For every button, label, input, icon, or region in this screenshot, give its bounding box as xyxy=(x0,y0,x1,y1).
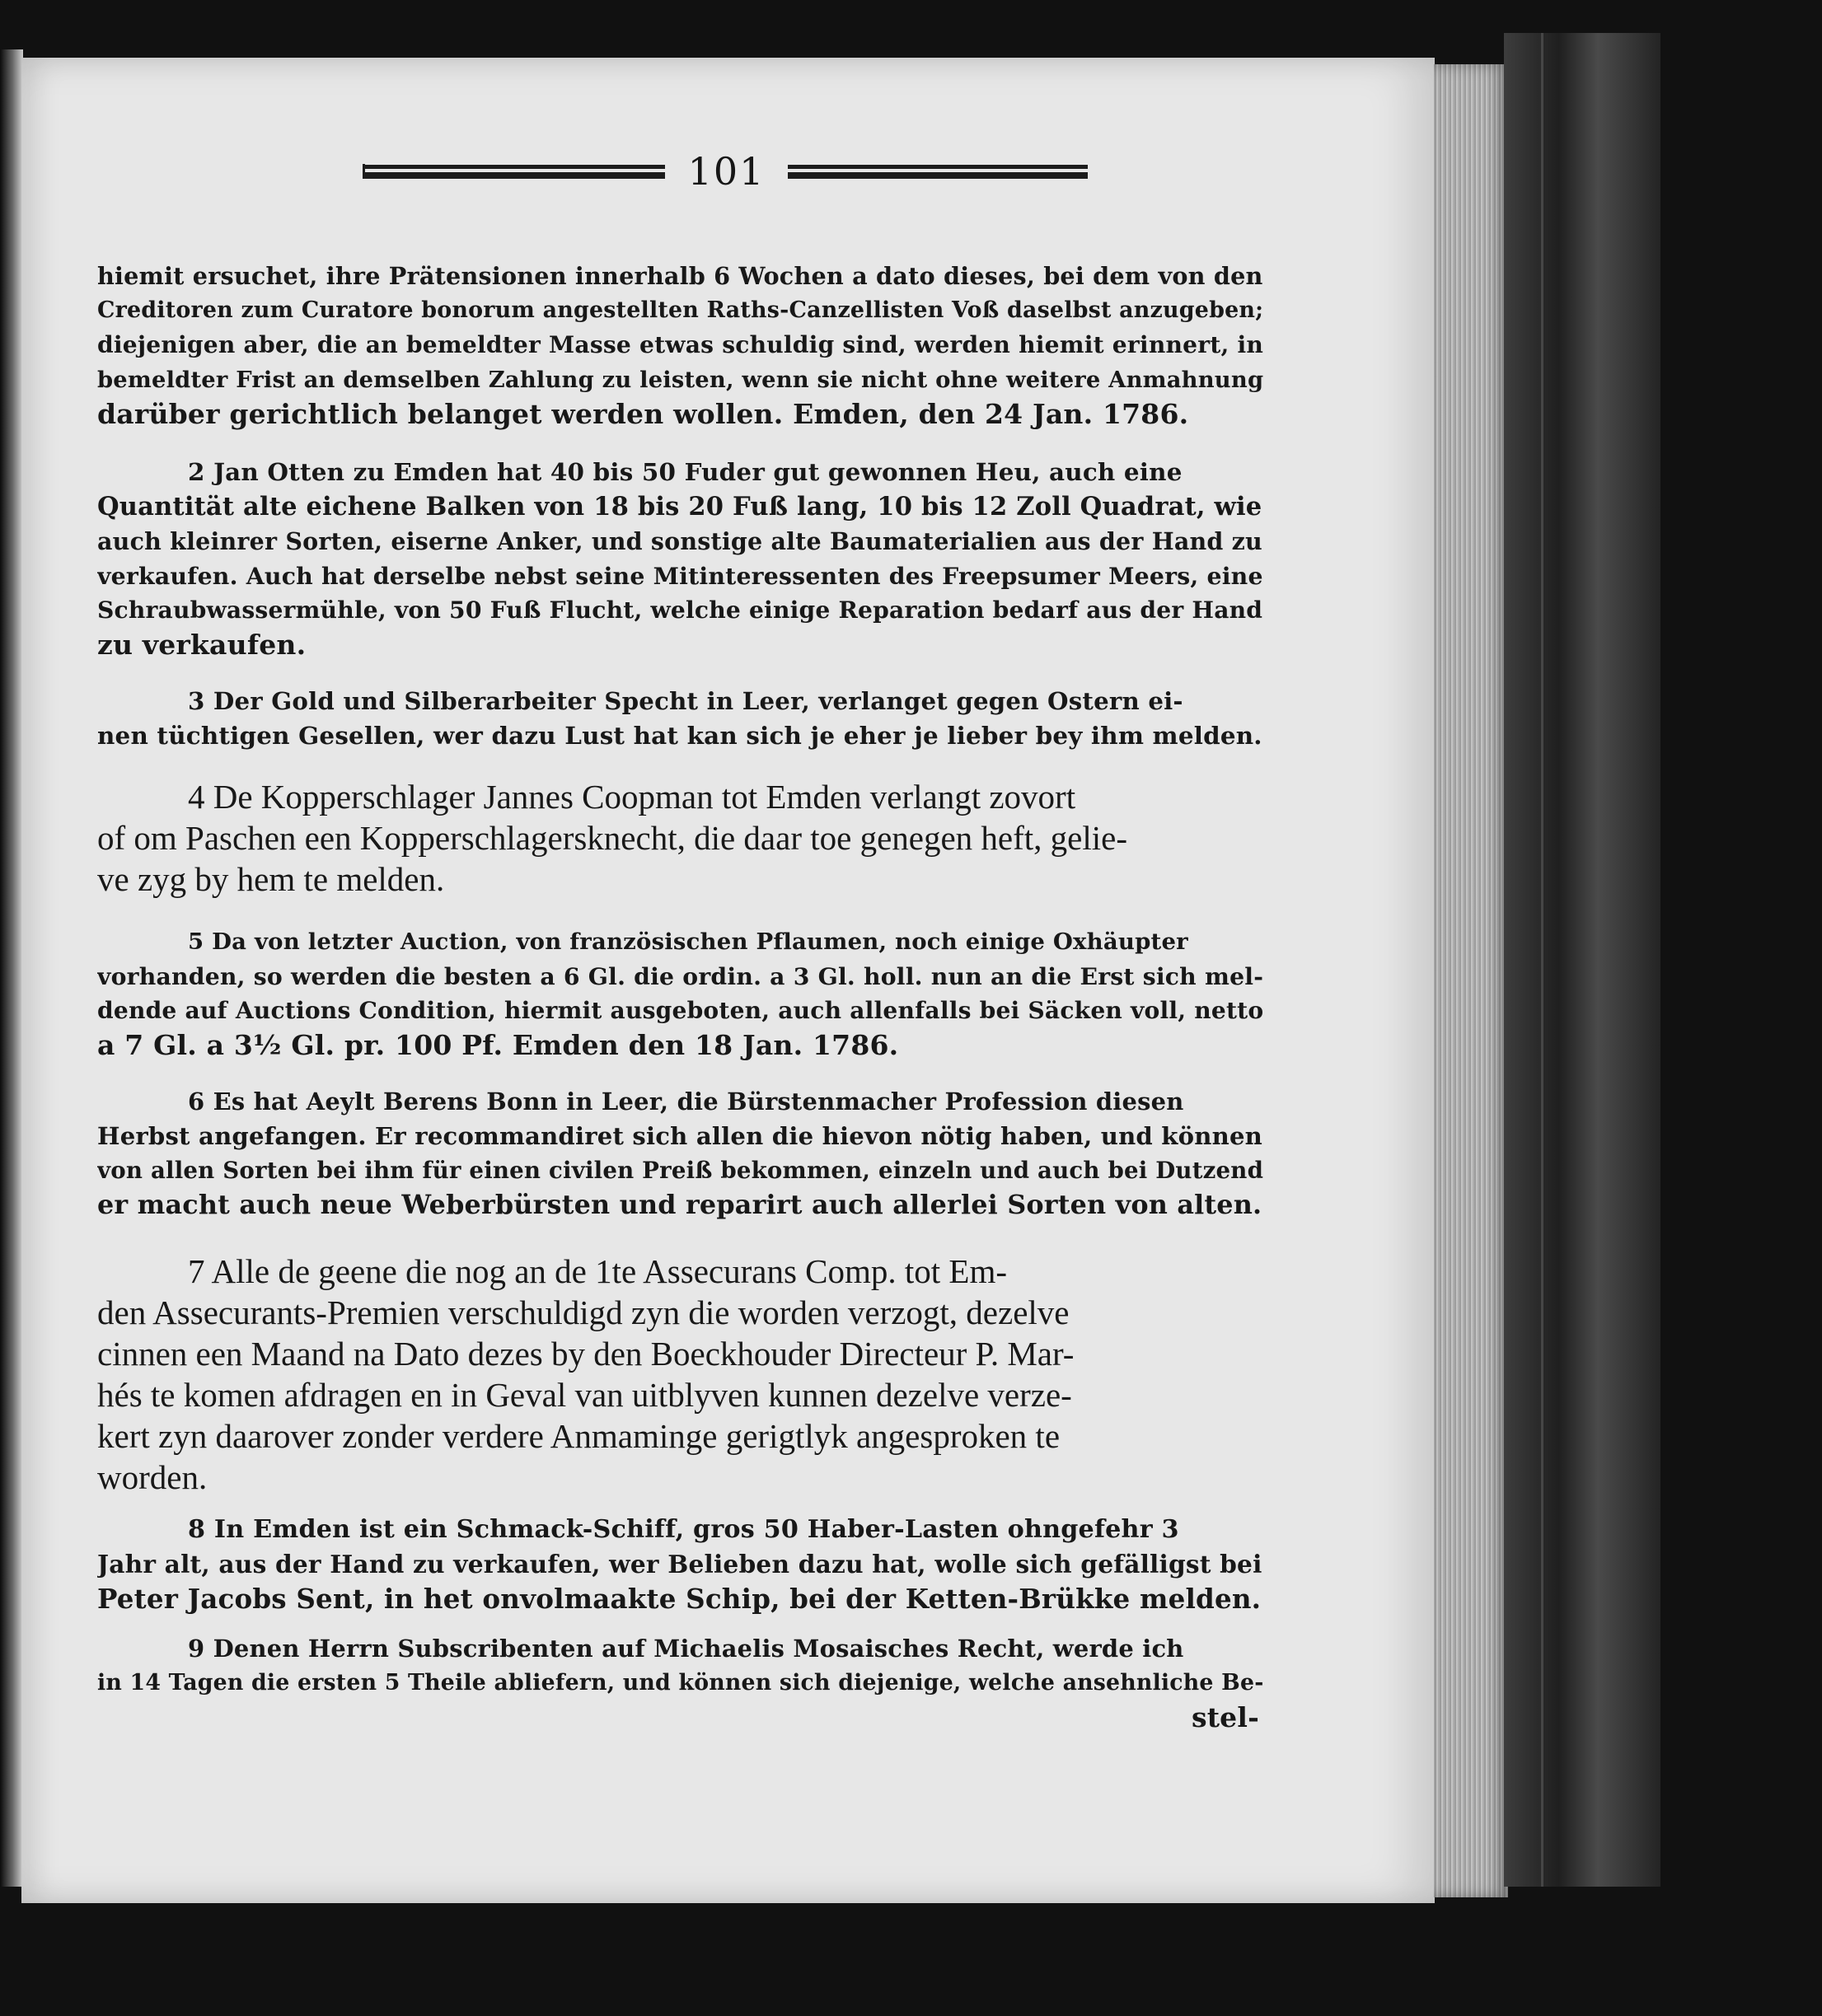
paragraph-2 xyxy=(97,455,1267,662)
text-line: Creditoren zum Curatore bonorum angestellten Raths-Canzellisten Voß daselbst anzugeben; xyxy=(97,297,1264,323)
text-line: 8 In Emden ist ein Schmack-Schiff, gros 50 Haber-Lasten ohngefehr 3 xyxy=(188,1515,1179,1544)
text-line: 4 De Kopperschlager Jannes Coopman tot Emden verlangt zovort xyxy=(188,778,1076,816)
paragraph-3 xyxy=(97,684,1267,753)
text-line: darüber gerichtlich belanget werden wollen. Emden, den 24 Jan. 1786. xyxy=(97,398,1189,430)
paragraph-7 xyxy=(97,1251,1267,1498)
text-line: diejenigen aber, die an bemeldter Masse etwas schuldig sind, werden hiemit erinnert, in xyxy=(97,331,1264,358)
text-line: Jahr alt, aus der Hand zu verkaufen, wer Belieben dazu hat, wolle sich gefälligst bei xyxy=(97,1550,1262,1579)
text-line: auch kleinrer Sorten, eiserne Anker, und sonstige alte Baumaterialien aus der Hand zu xyxy=(97,527,1262,555)
text-line: verkaufen. Auch hat derselbe nebst seine Mitinteressenten des Freepsumer Meers, eine xyxy=(97,562,1263,590)
page-number: 101 xyxy=(687,149,766,194)
page-edges xyxy=(1434,64,1508,1897)
paragraph-8 xyxy=(97,1513,1267,1616)
text-line: 2 Jan Otten zu Emden hat 40 bis 50 Fuder gut gewonnen Heu, auch eine xyxy=(188,457,1183,486)
text-line: Herbst angefangen. Er recommandiret sich allen die hievon nötig haben, und können xyxy=(97,1122,1263,1150)
text-line: Quantität alte eichene Balken von 18 bis 20 Fuß lang, 10 bis 12 Zoll Quadrat, wie xyxy=(97,492,1262,522)
text-line: nen tüchtigen Gesellen, wer dazu Lust hat kan sich je eher je lieber bey ihm melden. xyxy=(97,721,1262,750)
text-line: hiemit ersuchet, ihre Prätensionen innerhalb 6 Wochen a dato dieses, bei dem von den xyxy=(97,262,1263,290)
text-line: 6 Es hat Aeylt Berens Bonn in Leer, die Bürstenmacher Profession diesen xyxy=(188,1088,1184,1116)
running-header xyxy=(363,147,1088,196)
header-rule-right xyxy=(788,164,1088,179)
text-line: ve zyg by hem te melden. xyxy=(97,860,445,898)
text-line: bemeldter Frist an demselben Zahlung zu leisten, wenn sie nicht ohne weitere Anmahnung xyxy=(97,367,1264,393)
text-line: a 7 Gl. a 3½ Gl. pr. 100 Pf. Emden den 18 Jan. 1786. xyxy=(97,1029,899,1061)
book-cover-edge xyxy=(1504,33,1660,1887)
text-line: Schraubwassermühle, von 50 Fuß Flucht, welche einige Reparation bedarf aus der Hand xyxy=(97,596,1263,624)
paragraph-5 xyxy=(97,924,1267,1063)
paragraph-9 xyxy=(97,1631,1267,1735)
text-line: 9 Denen Herrn Subscribenten auf Michaelis Mosaisches Recht, werde ich xyxy=(188,1635,1184,1663)
text-line: er macht auch neue Weberbürsten und reparirt auch allerlei Sorten von alten. xyxy=(97,1190,1262,1220)
text-line: of om Paschen een Kopperschlagersknecht, die daar toe genegen heft, gelie- xyxy=(97,819,1127,857)
text-line: hés te komen afdragen en in Geval van uitblyven kunnen dezelve verze- xyxy=(97,1376,1072,1414)
text-line: worden. xyxy=(97,1458,208,1496)
text-line: in 14 Tagen die ersten 5 Theile abliefern, und können sich diejenige, welche ansehnliche Be- xyxy=(97,1670,1264,1696)
text-line: dende auf Auctions Condition, hiermit ausgeboten, auch allenfalls bei Säcken voll, netto xyxy=(97,997,1264,1024)
text-line: Peter Jacobs Sent, in het onvolmaakte Schip, bei der Ketten-Brükke melden. xyxy=(97,1583,1262,1615)
text-line: vorhanden, so werden die besten a 6 Gl. die ordin. a 3 Gl. holl. nun an die Erst sich mel- xyxy=(97,962,1264,990)
page-body xyxy=(97,239,1267,1735)
header-rule-left xyxy=(363,164,665,179)
text-line: cinnen een Maand na Dato dezes by den Boeckhouder Directeur P. Mar- xyxy=(97,1335,1075,1373)
text-line: kert zyn daarover zonder verdere Anmaminge gerigtlyk angesproken te xyxy=(97,1417,1061,1455)
paragraph-1 xyxy=(97,259,1267,432)
text-line: 5 Da von letzter Auction, von französischen Pflaumen, noch einige Oxhäupter xyxy=(188,928,1188,955)
text-line: von allen Sorten bei ihm für einen civilen Preiß bekommen, einzeln und auch bei Dutzend xyxy=(97,1157,1264,1184)
text-line: 3 Der Gold und Silberarbeiter Specht in Leer, verlanget gegen Ostern ei- xyxy=(188,687,1183,715)
text-line: 7 Alle de geene die nog an de 1te Assecurans Comp. tot Em- xyxy=(188,1252,1008,1290)
left-page-edge xyxy=(0,49,23,1887)
paragraph-6 xyxy=(97,1084,1267,1223)
catchword: stel- xyxy=(1191,1701,1259,1733)
text-line: den Assecurants-Premien verschuldigd zyn die worden verzogt, dezelve xyxy=(97,1293,1070,1331)
text-line: zu verkaufen. xyxy=(97,629,307,661)
paragraph-4 xyxy=(97,776,1267,900)
